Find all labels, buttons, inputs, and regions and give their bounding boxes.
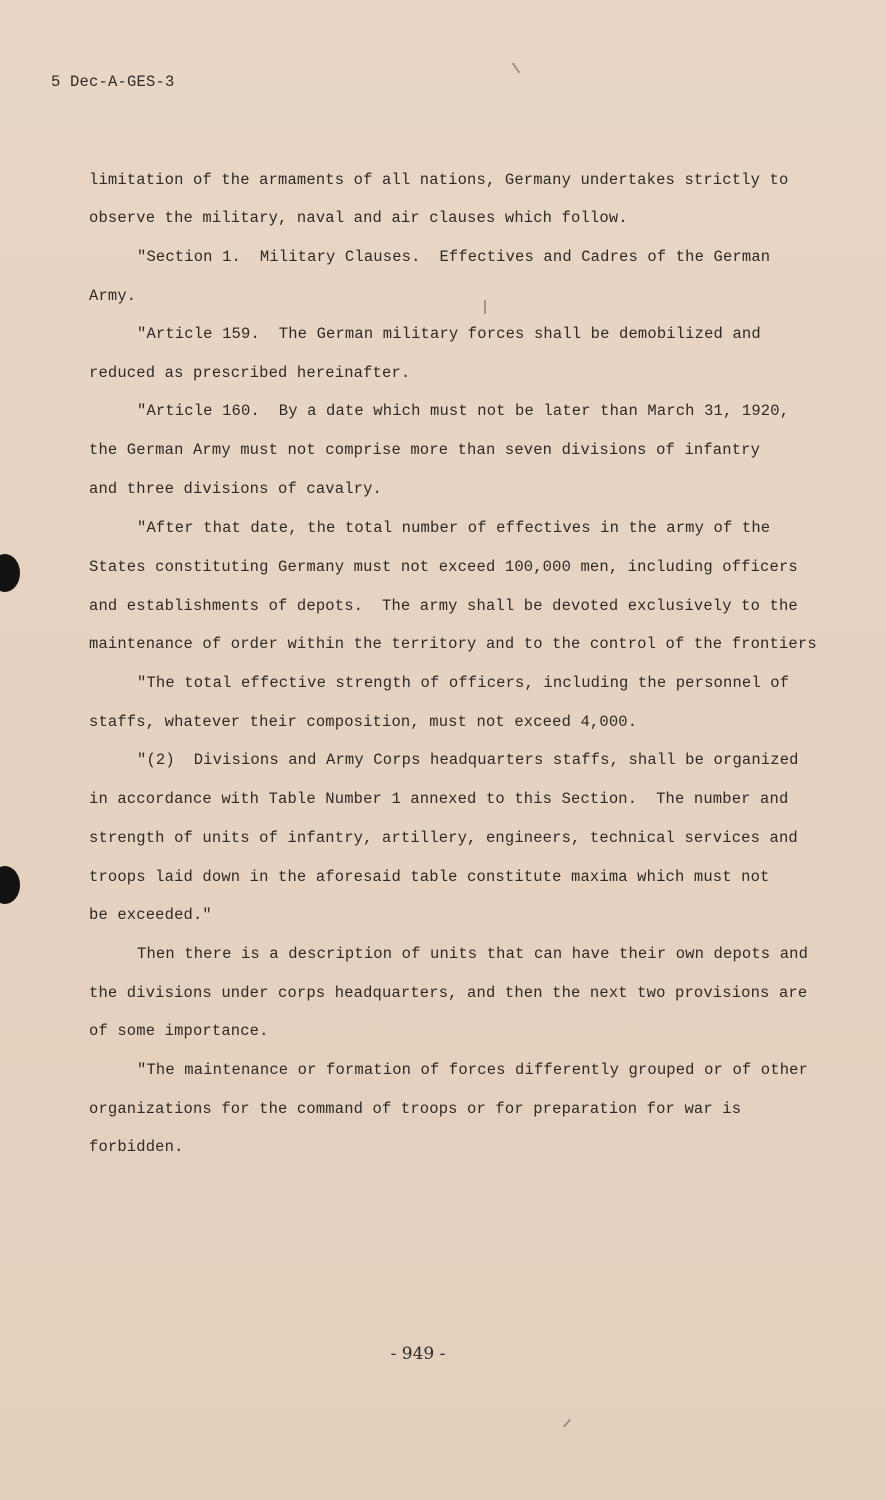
body-line: observe the military, naval and air clauses which follow. [89,209,628,227]
body-line: reduced as prescribed hereinafter. [89,364,411,382]
document-id: 5 Dec-A-GES-3 [51,73,175,91]
body-line: "(2) Divisions and Army Corps headquarters staffs, shall be organized [137,751,799,769]
body-line: strength of units of infantry, artillery, engineers, technical services and [89,829,798,847]
punch-hole [0,554,20,592]
body-line: limitation of the armaments of all nations, Germany undertakes strictly to [89,171,789,189]
body-line: "The maintenance or formation of forces differently grouped or of other [137,1061,809,1079]
body-line: "Section 1. Military Clauses. Effectives and Cadres of the German [137,248,771,266]
body-line: the divisions under corps headquarters, and then the next two provisions are [89,984,808,1002]
body-line: troops laid down in the aforesaid table constitute maxima which must not [89,868,770,886]
page-number: - 949 - [390,1344,446,1364]
body-line: Army. [89,287,137,305]
body-line: Then there is a description of units that can have their own depots and [137,945,809,963]
body-line: the German Army must not comprise more than seven divisions of infantry [89,441,761,459]
body-line: States constituting Germany must not exceed 100,000 men, including officers [89,558,798,576]
body-line: and establishments of depots. The army shall be devoted exclusively to the [89,597,798,615]
body-line: organizations for the command of troops or for preparation for war is [89,1100,742,1118]
body-line: forbidden. [89,1138,184,1156]
punch-hole [0,866,20,904]
body-line: staffs, whatever their composition, must not exceed 4,000. [89,713,638,731]
body-line: "Article 159. The German military forces shall be demobilized and [137,325,761,343]
paper-mark [484,300,486,314]
body-line: maintenance of order within the territory and to the control of the frontiers [89,635,817,653]
paper-mark [563,1419,571,1428]
body-line: "Article 160. By a date which must not be later than March 31, 1920, [137,402,790,420]
paper-mark [512,63,520,74]
body-line: "The total effective strength of officers, including the personnel of [137,674,790,692]
body-line: be exceeded." [89,906,212,924]
body-line: "After that date, the total number of effectives in the army of the [137,519,771,537]
body-line: of some importance. [89,1022,269,1040]
body-line: in accordance with Table Number 1 annexed to this Section. The number and [89,790,789,808]
body-line: and three divisions of cavalry. [89,480,382,498]
